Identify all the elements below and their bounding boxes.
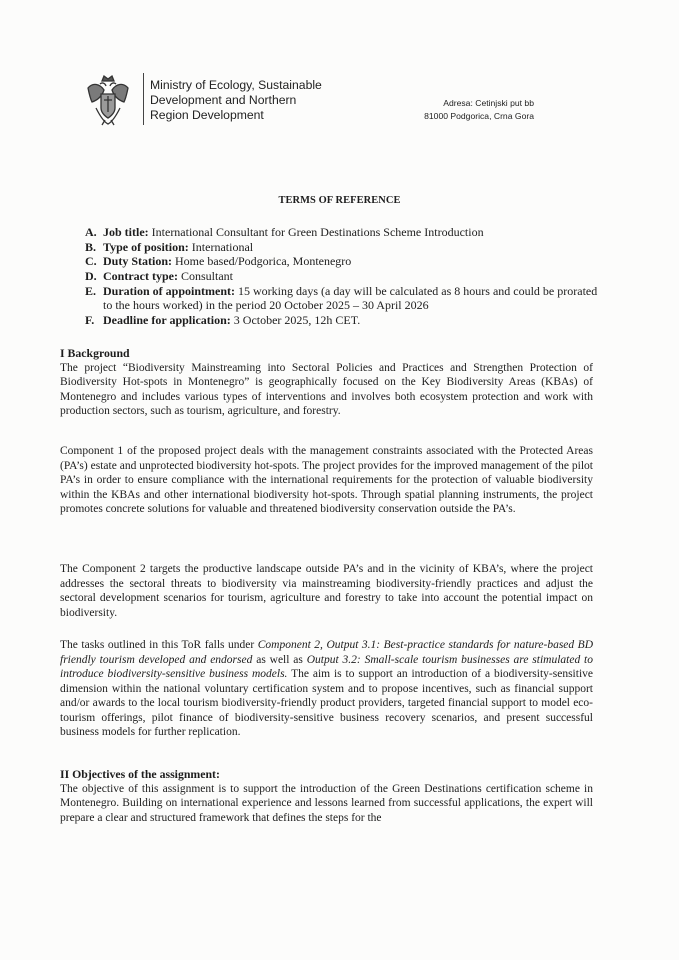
info-item-job-title bbox=[85, 225, 605, 239]
job-info-list bbox=[85, 225, 605, 327]
item-letter: A. bbox=[85, 225, 97, 239]
item-value: International Consultant for Green Destinations Scheme Introduction bbox=[148, 225, 484, 239]
background-component-2 bbox=[60, 562, 593, 620]
item-letter: B. bbox=[85, 239, 97, 254]
item-label: Contract type: bbox=[103, 269, 178, 284]
item-label: Deadline for application: bbox=[103, 312, 231, 327]
item-label: Duty Station: bbox=[103, 254, 173, 269]
item-label: Duration of appointment: bbox=[103, 283, 236, 298]
item-letter: F. bbox=[85, 312, 95, 327]
background-paragraph-4 bbox=[60, 638, 593, 740]
background-heading: I Background bbox=[60, 346, 130, 360]
montenegro-coat-of-arms-icon bbox=[84, 72, 132, 126]
ministry-address bbox=[400, 97, 534, 123]
tasks-output-3-1: Component 2, Output 3.1: Best-practice standards for nature-based BD friendly tourism developed and endorsed bbox=[60, 639, 594, 666]
document-title: TERMS OF REFERENCE bbox=[278, 195, 401, 206]
objectives-paragraph-1: The objective of this assignment is to support the introduction of the Green Destinations certification scheme in Montenegro. Building on international experience and lessons learned from successful applications, the expert will prepare a clear and structured framework that defines the steps for the bbox=[60, 782, 593, 824]
address-line: 81000 Podgorica, Crna Gora bbox=[424, 111, 534, 121]
item-label: Job title: bbox=[103, 225, 149, 239]
info-item-contract-type bbox=[85, 269, 605, 283]
info-item-type-of-position bbox=[85, 240, 605, 254]
item-letter: C. bbox=[85, 254, 97, 269]
tasks-text: The aim is to support an introduction of a biodiversity-sensitive dimension within the national voluntary certification system and to propose incentives, such as financial support and/or awards to the local tourism biodiversity-friendly product providers, targeted financial support to model eco-tourism offerings, pilot finance of biodiversity-sensitive business recovery scenarios, and present successful business models for further replication. bbox=[60, 668, 593, 738]
address-line: Adresa: Cetinjski put bb bbox=[443, 98, 534, 108]
item-value: Home based/Podgorica, Montenegro bbox=[172, 254, 352, 269]
item-value: 15 working days (a day will be calculated as 8 hours and could be prorated to the hours worked) in the period 20 October 2025 – 30 April 2026 bbox=[103, 283, 598, 313]
tasks-output-3-2: Output 3.2: Small-scale tourism businesses are stimulated to introduce biodiversity-sensitive business models. bbox=[60, 653, 593, 680]
item-letter: E. bbox=[85, 283, 97, 298]
ministry-name bbox=[150, 78, 370, 123]
ministry-line: Region Development bbox=[150, 108, 264, 122]
ministry-line: Ministry of Ecology, Sustainable bbox=[150, 78, 322, 92]
info-item-duration bbox=[85, 284, 605, 312]
item-value: Consultant bbox=[177, 269, 233, 284]
ministry-line: Development and Northern bbox=[150, 93, 297, 107]
objectives-heading: II Objectives of the assignment: bbox=[60, 767, 220, 781]
item-letter: D. bbox=[85, 269, 97, 284]
background-section bbox=[60, 346, 593, 419]
item-value: International bbox=[188, 239, 254, 254]
background-component-1 bbox=[60, 444, 593, 517]
background-paragraph-3: The Component 2 targets the productive landscape outside PA’s and in the vicinity of KBA’s, where the project addresses the sectoral threats to biodiversity via mainstreaming biodiversity-friendly practices and adjust the sectoral development scenarios for tourism, agriculture and forestry to take into account the potential impact on biodiversity. bbox=[60, 563, 593, 619]
header-divider bbox=[143, 73, 144, 125]
background-paragraph-2: Component 1 of the proposed project deals with the management constraints associated with the Protected Areas (PA’s) estate and unprotected biodiversity hot-spots. The project provides for the improved management of the pilot PA’s in order to ensure compliance with the international requirements for the protection of valuable biodiversity within the KBAs and other international biodiversity hot-spots. Through spatial planning instruments, the project promotes concrete solutions for valuable and threatened biodiversity conservation outside the PA’s. bbox=[60, 445, 593, 515]
background-paragraph-1: The project “Biodiversity Mainstreaming into Sectoral Policies and Practices and Strengthen Protection of Biodiversity Hot-spots in Montenegro” is geographically focused on the Key Biodiversity Areas (KBAs) of Montenegro and includes various types of interventions and involves both ecosystem protection and work with production sectors, such as tourism, agriculture, and forestry. bbox=[60, 361, 593, 417]
info-item-duty-station bbox=[85, 254, 605, 268]
item-value: 3 October 2025, 12h CET. bbox=[230, 312, 361, 327]
item-label: Type of position: bbox=[103, 239, 189, 254]
objectives-section bbox=[60, 767, 593, 825]
background-tasks bbox=[60, 638, 593, 740]
tasks-text: The tasks outlined in this ToR falls under bbox=[60, 639, 258, 651]
info-item-deadline bbox=[85, 313, 605, 327]
tasks-text: as well as bbox=[252, 653, 307, 666]
